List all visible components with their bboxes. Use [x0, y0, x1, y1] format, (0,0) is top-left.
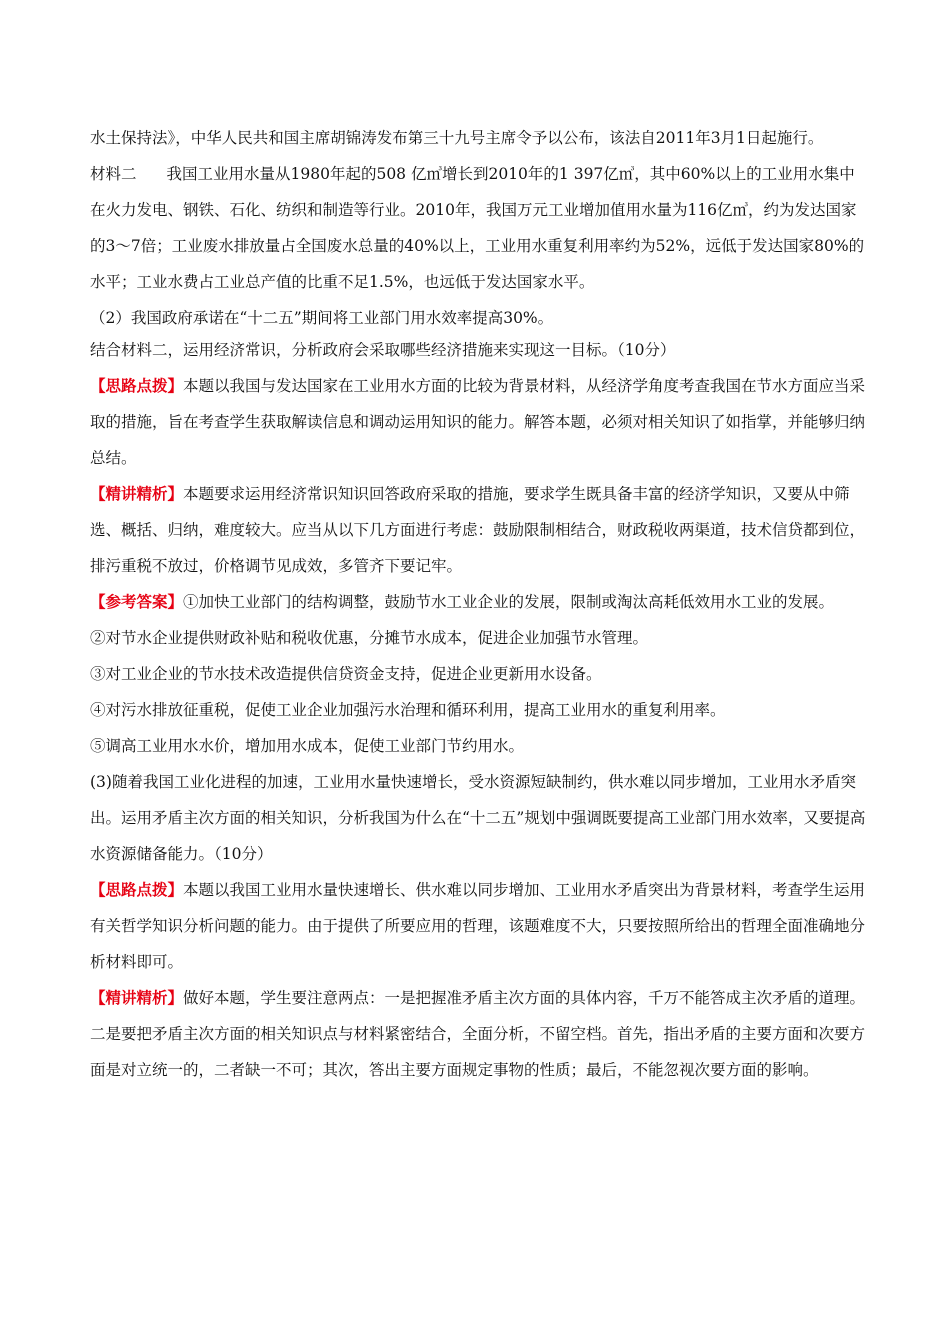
paragraph-text: ③对工业企业的节水技术改造提供信贷资金支持，促进企业更新用水设备。 — [90, 665, 602, 683]
paragraph-text: 本题以我国工业用水量快速增长、供水难以同步增加、工业用水矛盾突出为背景材料，考查学生运用有关哲学知识分析问题的能力。由于提供了所要应用的哲理，该题难度不大，只要按照所给出的哲理全面准确地分析材料即可。 — [90, 881, 866, 971]
paragraph-text: ⑤调高工业用水水价，增加用水成本，促使工业部门节约用水。 — [90, 737, 525, 755]
section-tag: 【思路点拨】 — [90, 376, 184, 395]
answer-item-5 — [90, 728, 870, 764]
paragraph-text: （2）我国政府承诺在“十二五”期间将工业部门用水效率提高30%。 — [90, 309, 554, 327]
answer-item-2 — [90, 620, 870, 656]
question-2-prompt — [90, 304, 870, 332]
question-2-task — [90, 336, 870, 364]
paragraph-text: 水土保持法》，中华人民共和国主席胡锦涛发布第三十九号主席令予以公布，该法自2011年3月1日起施行。 — [90, 129, 824, 147]
paragraph-text: ②对节水企业提供财政补贴和税收优惠，分摊节水成本，促进企业加强节水管理。 — [90, 629, 649, 647]
paragraph-text: 我国工业用水量从1980年起的508 亿㎥增长到2010年的1 397亿㎥，其中60%以上的工业用水集中在火力发电、钢铁、石化、纺织和制造等行业。2010年，我国万元工业增加值用水量为116亿㎥，约为发达国家的3～7倍；工业废水排放量占全国废水总量的40%以上，工业用水重复利用率约为52%，远低于发达国家80%的水平；工业水费占工业总产值的比重不足1.5%，也远低于发达国家水平。 — [90, 165, 865, 291]
question-3 — [90, 764, 870, 872]
section-tag: 【精讲精析】 — [90, 484, 184, 503]
section-tag: 【参考答案】 — [90, 592, 184, 611]
paragraph-text: 本题以我国与发达国家在工业用水方面的比较为背景材料，从经济学角度考查我国在节水方面应当采取的措施，旨在考查学生获取解读信息和调动运用知识的能力。解答本题，必须对相关知识了如指掌，并能够归纳总结。 — [90, 377, 866, 467]
reference-answer-q2 — [90, 584, 870, 620]
material-label: 材料二 — [90, 165, 137, 183]
paragraph-text: 做好本题，学生要注意两点：一是把握准矛盾主次方面的具体内容，千万不能答成主次矛盾的道理。二是要把矛盾主次方面的相关知识点与材料紧密结合，全面分析，不留空档。首先，指出矛盾的主要方面和次要方面是对立统一的，二者缺一不可；其次，答出主要方面规定事物的性质；最后，不能忽视次要方面的影响。 — [90, 989, 866, 1079]
answer-item-4 — [90, 692, 870, 728]
analysis-hint-q3 — [90, 872, 870, 980]
section-tag: 【精讲精析】 — [90, 988, 184, 1007]
detailed-analysis-q2 — [90, 476, 870, 584]
document-body — [90, 120, 870, 1088]
paragraph-text: 结合材料二，运用经济常识，分析政府会采取哪些经济措施来实现这一目标。（10分） — [90, 341, 676, 359]
detailed-analysis-q3 — [90, 980, 870, 1088]
paragraph-text: 本题要求运用经济常识知识回答政府采取的措施，要求学生既具备丰富的经济学知识，又要从中筛选、概括、归纳，难度较大。应当从以下几方面进行考虑：鼓励限制相结合，财政税收两渠道，技术信贷都到位，排污重税不放过，价格调节见成效，多管齐下要记牢。 — [90, 485, 866, 575]
paragraph-text: ①加快工业部门的结构调整，鼓励节水工业企业的发展，限制或淘汰高耗低效用水工业的发展。 — [183, 593, 835, 611]
paragraph-law-announcement — [90, 120, 870, 156]
section-tag: 【思路点拨】 — [90, 880, 184, 899]
analysis-hint-q2 — [90, 368, 870, 476]
paragraph-material-two — [90, 156, 870, 300]
paragraph-text: (3)随着我国工业化进程的加速，工业用水量快速增长，受水资源短缺制约，供水难以同步增加，工业用水矛盾突出。运用矛盾主次方面的相关知识，分析我国为什么在“十二五”规划中强调既要提高工业部门用水效率，又要提高水资源储备能力。（10分） — [90, 773, 866, 863]
answer-item-3 — [90, 656, 870, 692]
paragraph-text: ④对污水排放征重税，促使工业企业加强污水治理和循环利用，提高工业用水的重复利用率。 — [90, 701, 726, 719]
